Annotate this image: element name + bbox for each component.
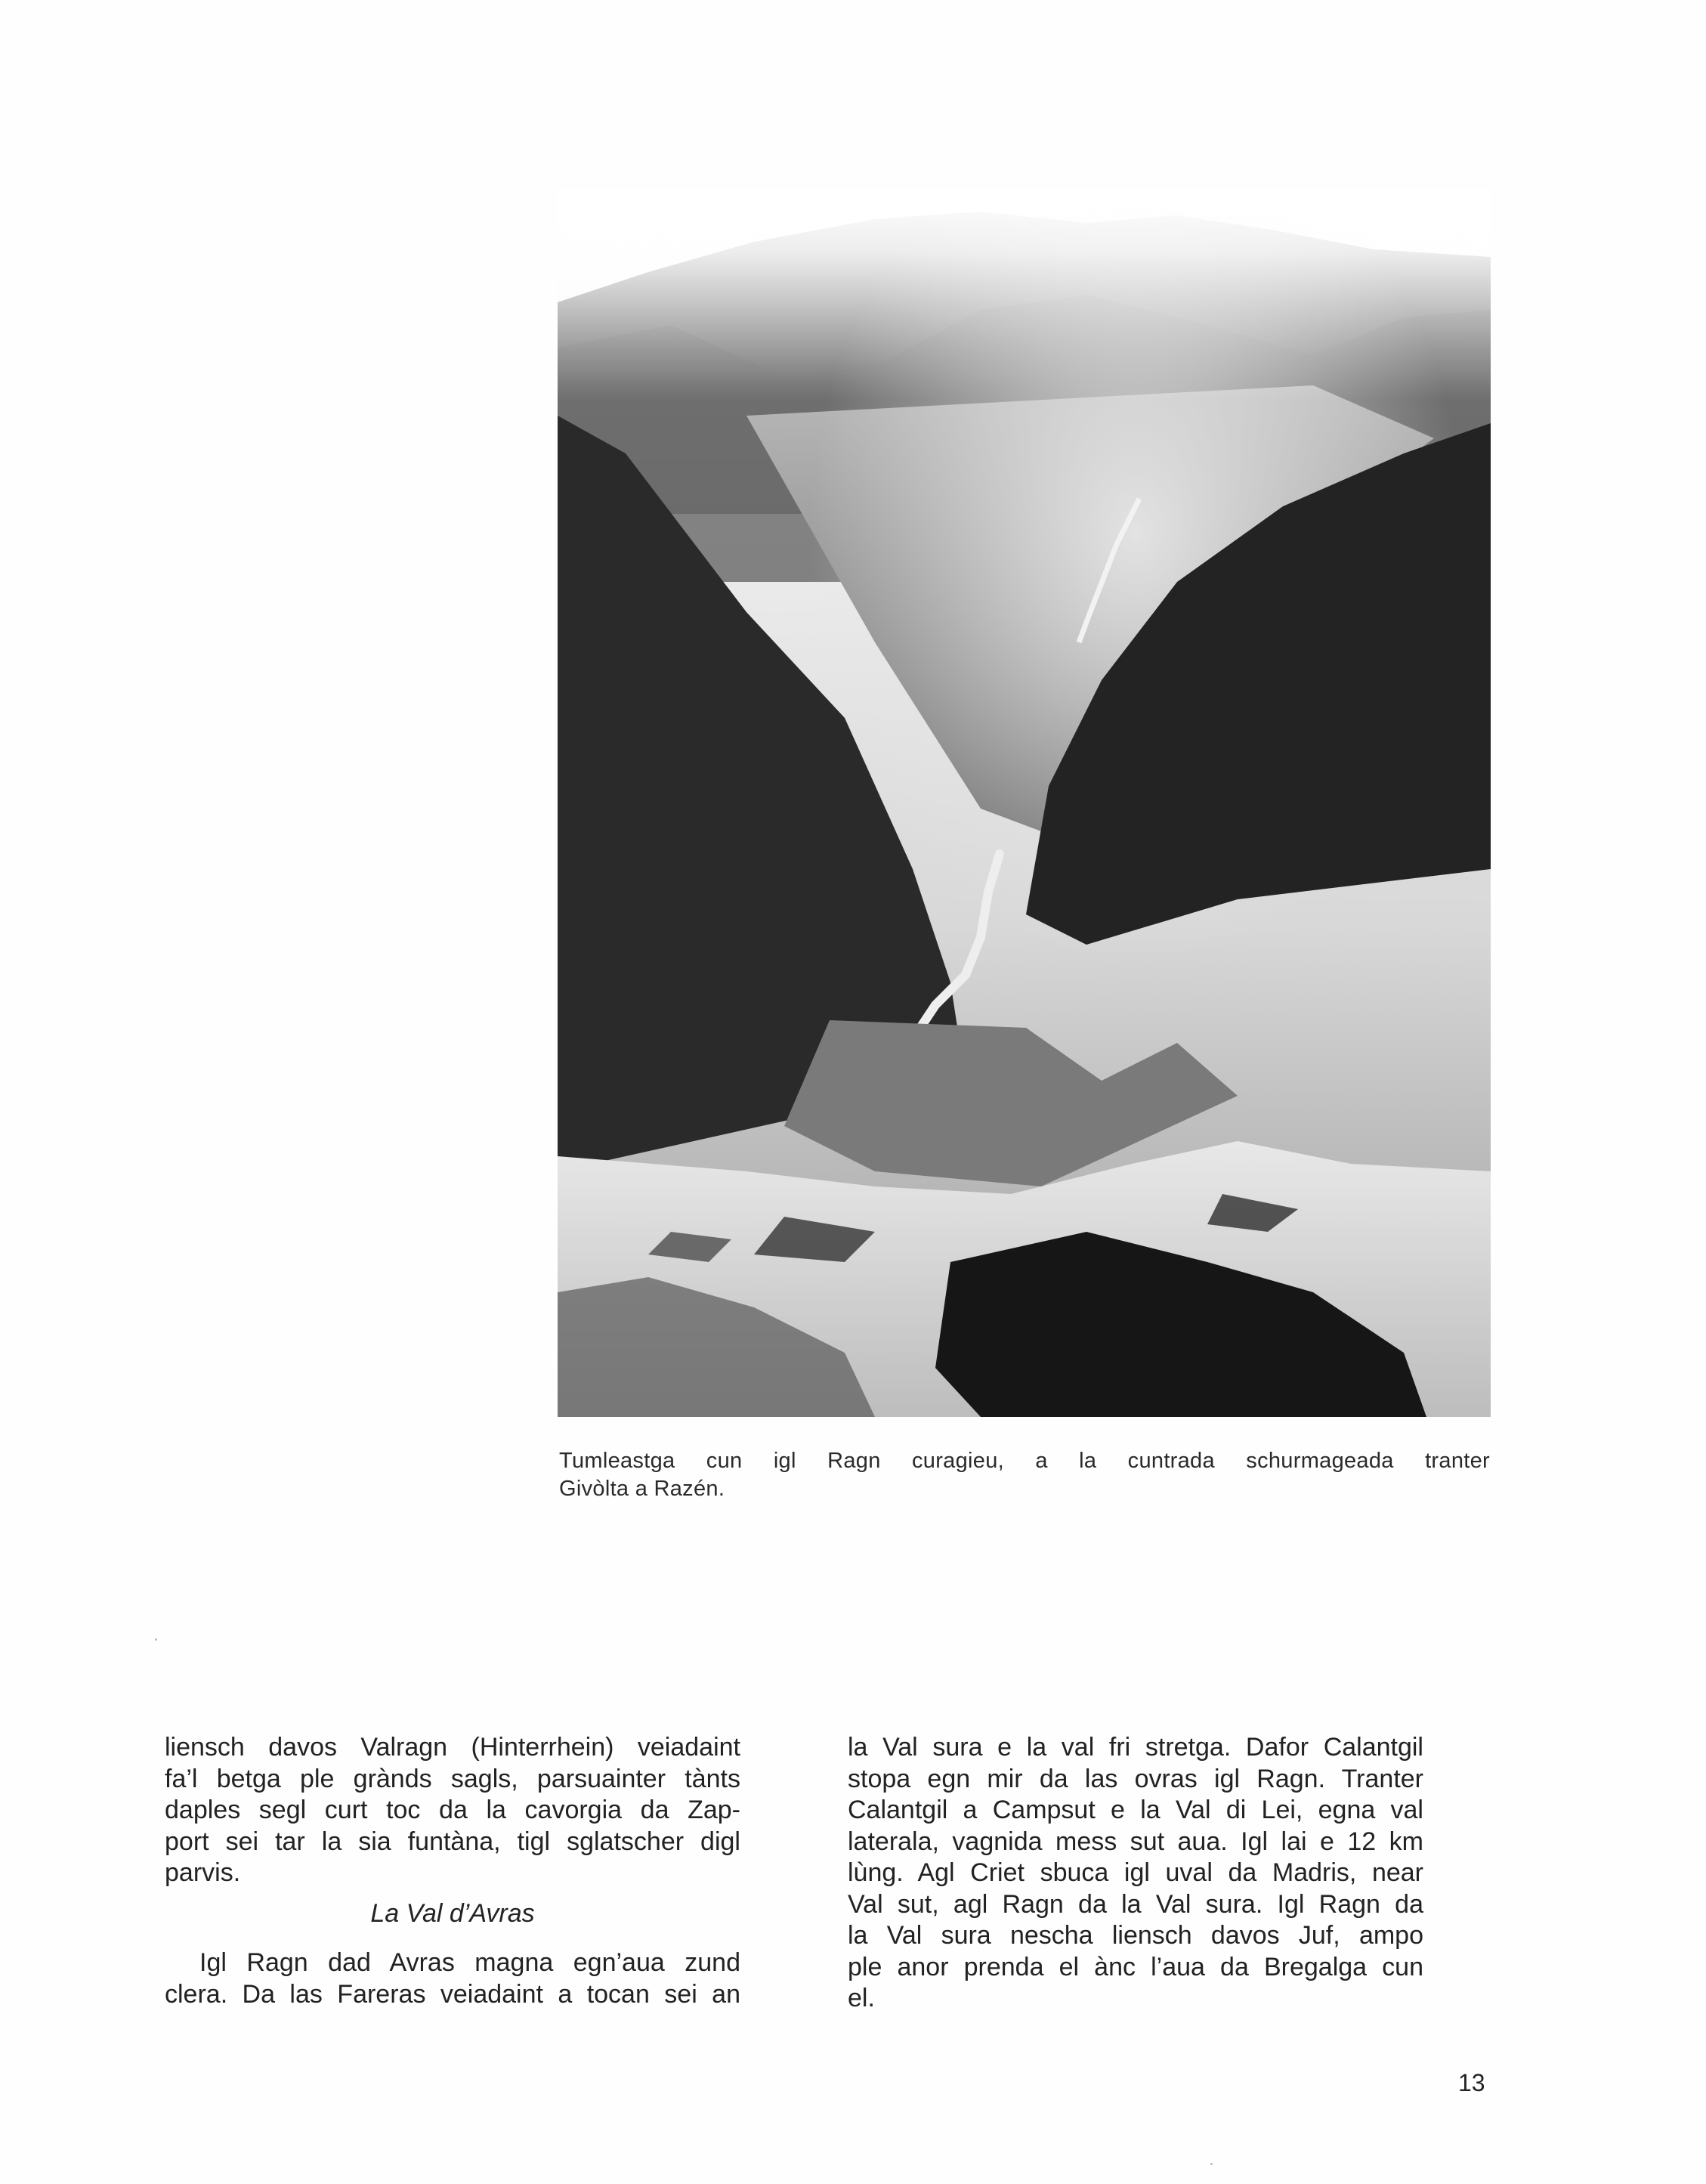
body-text-line: daples segl curt toc da la cavorgia da Zap- — [165, 1796, 740, 1824]
body-text-line: laterala, vagnida mess sut aua. Igl lai e 12 km — [848, 1827, 1423, 1856]
page-number: 13 — [1458, 2069, 1485, 2096]
body-text-line: fa’l betga ple grànds sagls, parsuainter tànts — [165, 1764, 740, 1793]
caption-line: Givòlta a Razén. — [559, 1477, 725, 1501]
left-text-column — [165, 1732, 740, 2010]
body-text-line: Igl Ragn dad Avras magna egn’aua zund — [199, 1948, 740, 1977]
body-text-line: port sei tar la sia funtàna, tigl sglatscher digl — [165, 1827, 740, 1856]
valley-photograph — [558, 189, 1491, 1417]
body-text-line: Calantgil a Campsut e la Val di Lei, egna val — [848, 1796, 1423, 1824]
photo-illustration — [558, 189, 1491, 1417]
body-text-line: liensch davos Valragn (Hinterrhein) veiadaint — [165, 1733, 740, 1762]
section-heading: La Val d’Avras — [370, 1898, 535, 1928]
body-text-line: lùng. Agl Criet sbuca igl uval da Madris, near — [848, 1858, 1423, 1887]
body-text-line: la Val sura nescha liensch davos Juf, ampo — [848, 1921, 1423, 1950]
body-text-line: clera. Da las Fareras veiadaint a tocan sei an — [165, 1979, 740, 2009]
scan-speck — [1210, 2163, 1213, 2165]
figure-caption — [559, 1447, 1490, 1503]
body-text-line: parvis. — [165, 1858, 241, 1887]
body-text-line: ple anor prenda el ànc l’aua da Bregalga cun — [848, 1952, 1423, 1981]
body-text-line: Val sut, agl Ragn da la Val sura. Igl Ragn da — [848, 1889, 1423, 1919]
scan-speck — [155, 1638, 157, 1641]
body-text-line: la Val sura e la val fri stretga. Dafor Calantgil — [848, 1733, 1423, 1762]
caption-line: Tumleastga cun igl Ragn curagieu, a la cuntrada schurmageada tranter — [559, 1449, 1490, 1473]
body-text-line: el. — [848, 1984, 875, 2012]
right-text-column — [848, 1732, 1423, 2015]
body-text-line: stopa egn mir da las ovras igl Ragn. Tranter — [848, 1764, 1423, 1793]
